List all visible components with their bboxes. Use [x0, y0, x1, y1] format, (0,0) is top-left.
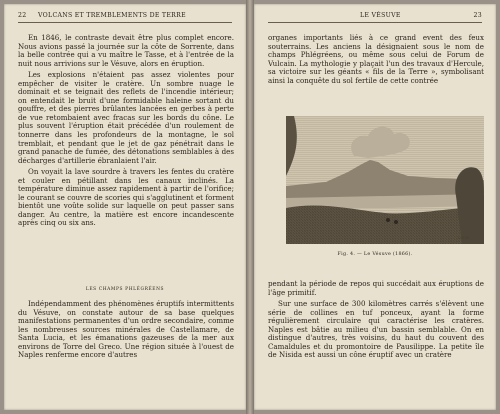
vesuvius-engraving	[286, 116, 484, 244]
right-running-head: LE VÉSUVE	[360, 12, 401, 19]
paragraph: En 1846, le contraste devait être plus complet encore. Nous avions passé la journée sur la côte de Sorrente, dans la belle contrée qui a vu maître le Tasse, et à l'entrée de la nuit nous arrivions sur le Vésuve, alors en éruption.	[18, 33, 234, 68]
left-page	[4, 4, 246, 410]
paragraph: Indépendamment des phénomènes éruptifs intermittents du Vésuve, on constate autour de sa base quelques manifestations permanentes d'un ordre secondaire, comme les nombreuses sources minérales de Castellamare, de Santa Lucia, et les émanations gazeuses de la mer aux environs de Torre del Greco. Une région située à l'ouest de Naples renferme encore d'autres	[18, 299, 234, 360]
paragraph: On voyait la lave sourdre à travers les fentes du cratère et couler en pétillant dans les canaux inclinés. La température diminue assez rapidement à partir de l'orifice; le courant se couvre de scories qui s'agglutinent et forment bientôt une voûte solide sur laquelle on peut passer sans danger. Au centre, la matière est encore incandescente après cinq ou six ans.	[18, 167, 234, 228]
right-page-number: 23	[473, 12, 482, 19]
right-page	[254, 4, 496, 410]
left-page-number: 22	[18, 12, 27, 19]
engraving-illustration	[286, 116, 484, 244]
book-gutter	[246, 0, 254, 414]
left-page-header	[18, 12, 232, 23]
left-page-body	[18, 34, 234, 228]
paragraph: Sur une surface de 300 kilomètres carrés s'élèvent une série de collines en tuf ponceux, ayant la forme régulièrement circulaire qui caractérise les cratères. Naples est bâtie au milieu d'un bassin semblable. On en distingue d'autres, très voisins, du haut du couvent des Camaldules et du promontoire de Pausilippe. La petite île de Nisida est aussi un cône éruptif avec un cratère	[268, 299, 484, 360]
paragraph: pendant la période de repos qui succédait aux éruptions de l'âge primitif.	[268, 279, 484, 297]
paragraph: organes importants liés à ce grand event des feux souterrains. Les anciens la désignaient sous le nom de champs Phlégréens, ou même sous celui de Forum de Vulcain. La mythologie y plaçait l'un des travaux d'Hercule, sa victoire sur les géants « fils de la Terre », symbolisant ainsi la conquête du sol fertile de cette contrée	[268, 33, 484, 85]
right-page-body	[268, 34, 484, 85]
right-page-body-continued	[268, 280, 484, 360]
paragraph: Les explosions n'étaient pas assez violentes pour empêcher de visiter le cratère. Un sombre nuage le dominait et se teignait des reflets de l'incendie intérieur; on entendait le bruit d'une formidable haleine sortant du gouffre, et des pierres brûlantes lancées en gerbes à perte de vue retombaient avec fracas sur les bords du cône. Le plus souvent l'éruption était précédée d'un roulement de tonnerre dans les profondeurs de la montagne, le sol tremblait, et pendant que le jet de gaz pénétrait dans le grand panache de fumée, des détonations semblables à des décharges d'artillerie ébranlaient l'air.	[18, 70, 234, 165]
engraver-signature: LOUIS	[458, 236, 470, 240]
figure-caption: Fig. 4. — Le Vésuve (1866).	[337, 252, 413, 257]
section-title: LES CHAMPS PHLÉGRÉENS	[85, 287, 165, 292]
right-page-header	[268, 12, 482, 23]
left-running-head: VOLCANS ET TREMBLEMENTS DE TERRE	[38, 12, 186, 19]
left-page-section-body	[18, 300, 234, 360]
figure-person	[394, 220, 398, 224]
figure-person	[386, 218, 390, 222]
